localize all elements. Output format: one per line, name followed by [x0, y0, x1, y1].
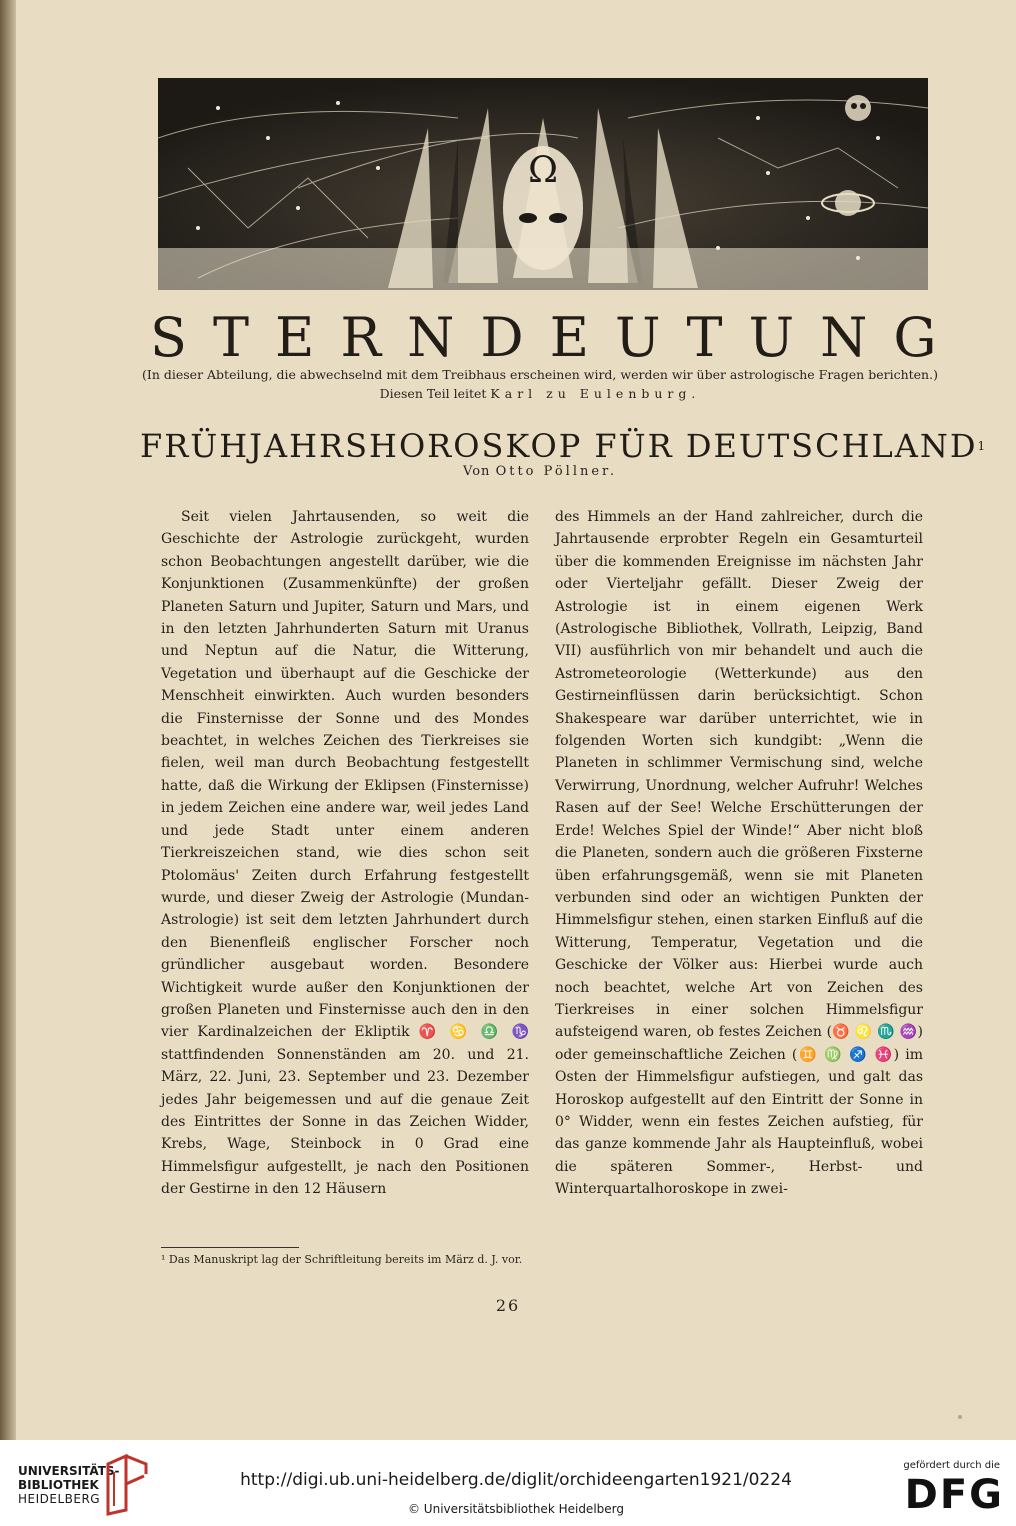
section-note-line: (In dieser Abteilung, die abwechselnd mit dem Treibhaus erscheinen wird, werden wir über astrologische Fragen berichten.) — [142, 367, 938, 382]
section-note — [140, 365, 940, 403]
article-title — [140, 427, 986, 465]
text-column-left — [161, 506, 529, 1201]
source-url-link[interactable]: http://digi.ub.uni-heidelberg.de/diglit/orchideengarten1921/0224 — [240, 1470, 792, 1490]
library-name-line2: BIBLIOTHEK — [18, 1478, 99, 1492]
footnote-marker: 1 — [977, 439, 986, 453]
paragraph-left: Seit vielen Jahrtausenden, so weit die Geschichte der Astrologie zurückgeht, wurden schon Beobachtungen angestellt darüber, wie die Konjunktionen (Zusammenkünfte) der großen Planeten Saturn und Jupiter, Saturn und Mars, und in den letzten Jahrhunderten Saturn mit Uranus und Neptun auf die Natur, die Witterung, Vegetation und überhaupt auf die Geschicke der Menschheit einwirkten. Auch wurden besonders die Finsternisse der Sonne und des Mondes beachtet, in welches Zeichen des Tierkreises sie fielen, weil man durch Beobachtung festgestellt hatte, daß die Wirkung der Eklipsen (Finsternisse) in jedem Zeichen eine andere war, weil jedes Land und jede Stadt unter einem anderen Tierkreiszeichen stand, wie dies schon seit Ptolomäus' Zeiten durch Erfahrung festgestellt wurde, und dieser Zweig der Astrologie (Mundan-Astrologie) ist seit dem letzten Jahrhundert durch den Bienenfleiß englischer Forscher noch gründlicher ausgebaut worden. Besondere Wichtigkeit wurde außer den Konjunktionen der großen Planeten und Finsternisse auch den in den vier Kardinalzeichen der Ekliptik ♈ ♋ ♎ ♑ stattfindenden Sonnenständen am 20. und 21. März, 22. Juni, 23. September und 23. Dezember jedes Jahr beigemessen und auf die genaue Zeit des Eintrittes der Sonne in das Zeichen Widder, Krebs, Wage, Steinbock in 0 Grad eine Himmelsfigur aufgestellt, je nach den Positionen der Gestirne in den 12 Häusern — [161, 509, 529, 1198]
dfg-logo: DFG — [904, 1472, 1004, 1518]
library-name-line1: UNIVERSITÄTS- — [18, 1464, 120, 1478]
library-name-line3: HEIDELBERG — [18, 1492, 101, 1506]
page-number: 26 — [495, 1296, 521, 1315]
paper-speck — [958, 1415, 962, 1419]
byline — [140, 464, 940, 479]
paragraph-right: des Himmels an der Hand zahlreicher, durch die Jahrtausende erprobter Regeln ein Gesamturteil über die kommenden Ereignisse im nächsten Jahr oder Vierteljahr gefällt. Dieser Zweig der Astrologie ist in einem eigenen Werk (Astrologische Bibliothek, Vollrath, Leipzig, Band VII) ausführlich von mir behandelt und auch die Astrometeorologie (Wetterkunde) aus den Gestirneinflüssen darin berücksichtigt. Schon Shakespeare war darüber unterrichtet, wie in folgenden Worten sich kundgibt: „Wenn die Planeten in schlimmer Vermischung sind, welche Verwirrung, Unordnung, welcher Aufruhr! Welches Rasen auf der See! Welche Erschütterungen der Erde! Welches Spiel der Winde!“ Aber nicht bloß die Planeten, sondern auch die größeren Fixsterne üben erfahrungsgemäß, wenn sie mit Planeten verbunden sind oder an wichtigen Punkten der Himmelsfigur stehen, einen starken Einfluß auf die Witterung, Temperatur, Vegetation und die Geschicke der Völker aus: Hierbei wurde auch noch beachtet, welche Art von Zeichen des Tierkreises in einer solchen Himmelsfigur aufsteigend waren, ob festes Zeichen (♉ ♌ ♏ ♒) oder gemeinschaftliche Zeichen (♊ ♍ ♐ ♓) im Osten der Himmelsfigur aufstiegen, und galt das Horoskop aufgestellt auf den Eintritt der Sonne in 0° Widder, wenn ein festes Zeichen aufstieg, für das ganze kommende Jahr als Haupteinfluß, wobei die späteren Sommer-, Herbst- und Winterquartalhoroskope in zwei- — [555, 509, 923, 1198]
library-name — [18, 1464, 120, 1506]
footnote: ¹ Das Manuskript lag der Schriftleitung bereits im März d. J. vor. — [161, 1253, 523, 1266]
funded-by-label: gefördert durch die — [903, 1460, 1000, 1471]
editor-prefix: Diesen Teil leitet — [379, 386, 487, 401]
section-editor-line — [140, 384, 940, 403]
copyright-notice: © Universitätsbibliothek Heidelberg — [407, 1502, 624, 1516]
footnote-divider — [161, 1247, 299, 1248]
text-column-right — [555, 506, 923, 1201]
page-spine-shadow — [0, 0, 16, 1440]
editor-name: Karl zu Eulenburg. — [490, 386, 701, 401]
article-title-text: FRÜHJAHRSHOROSKOP FÜR DEUTSCHLAND — [140, 427, 978, 465]
svg-text:Ω: Ω — [528, 150, 558, 191]
author-name: Otto Pöllner. — [495, 464, 617, 479]
section-title: STERNDEUTUNG — [150, 306, 963, 369]
byline-prefix: Von — [463, 464, 491, 479]
library-logo-icon — [104, 1454, 150, 1516]
astrology-vignette-illustration — [158, 78, 928, 290]
